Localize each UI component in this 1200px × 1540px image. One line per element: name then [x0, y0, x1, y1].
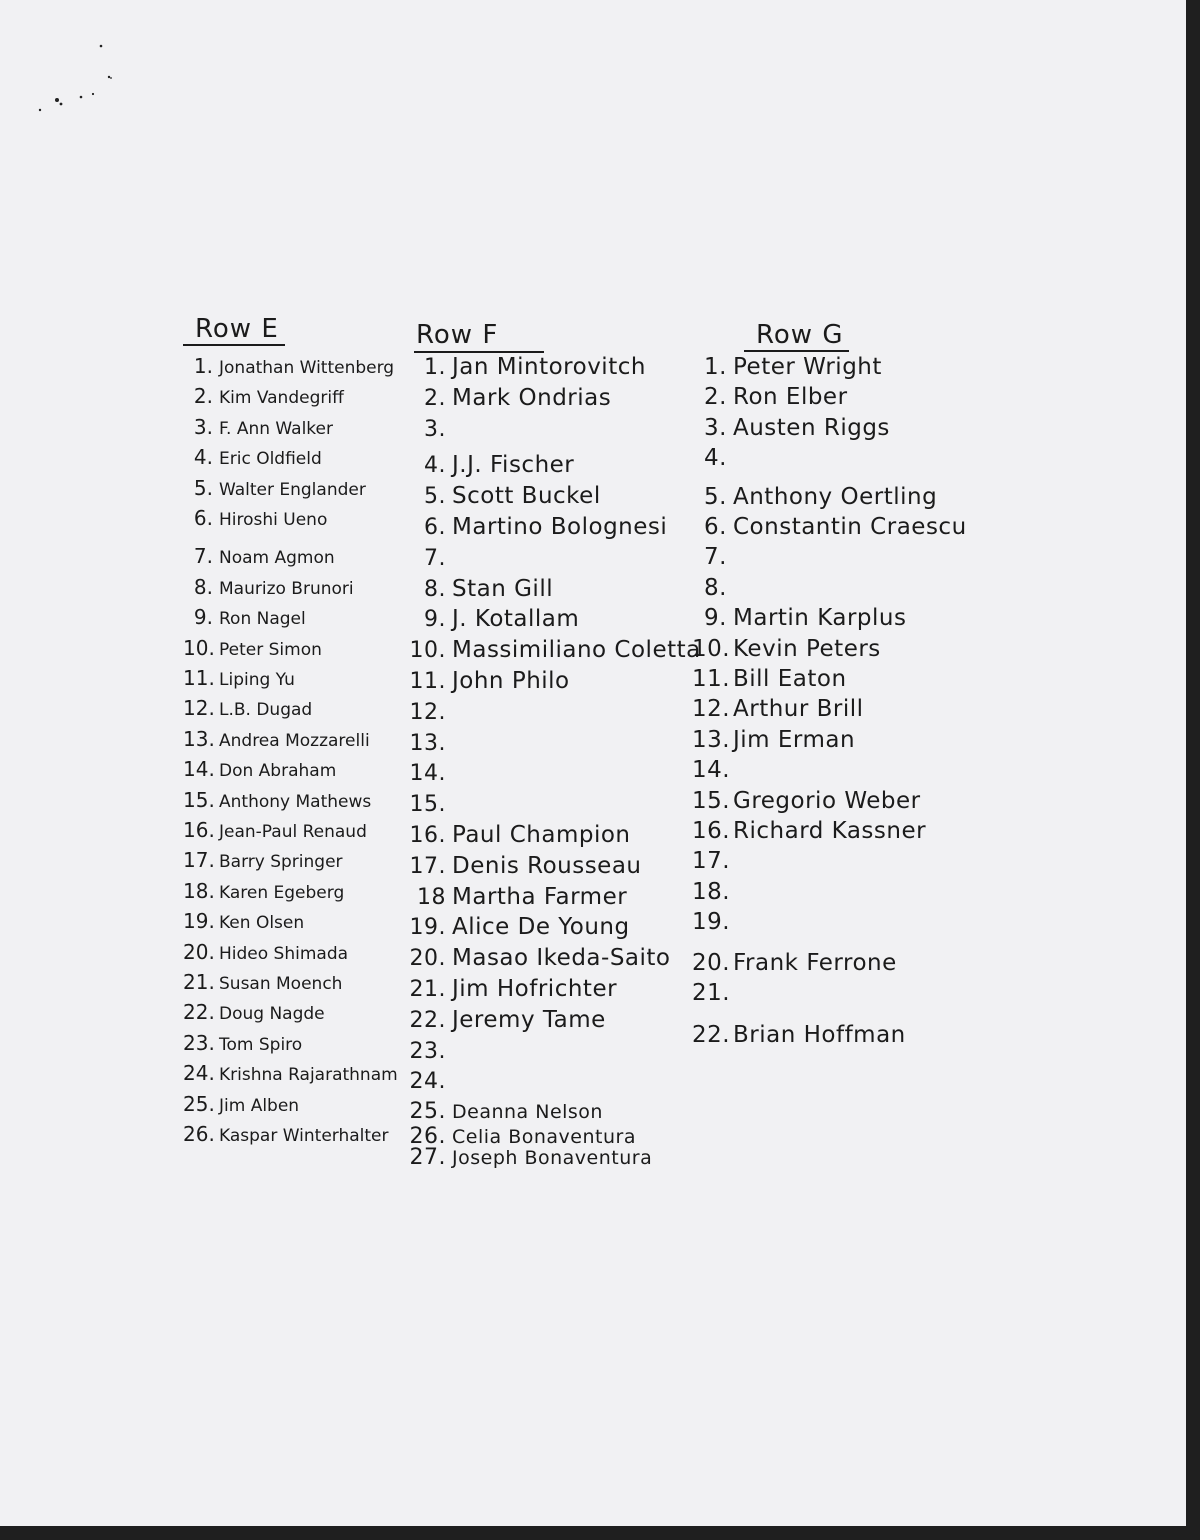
seat-number: 14.: [409, 761, 446, 787]
seat-number: 9.: [193, 605, 213, 630]
row-g-entry: [692, 950, 897, 976]
paper-speck-marks: [30, 38, 130, 118]
seat-number: 20.: [409, 946, 446, 972]
seat-number: 21.: [409, 977, 446, 1002]
attendee-name: Martha Farmer: [452, 883, 628, 910]
seat-number: 15.: [183, 787, 215, 812]
attendee-name: Peter Simon: [219, 639, 322, 660]
attendee-name: Ron Nagel: [219, 609, 306, 630]
row-f-column: [406, 320, 701, 1170]
attendee-name: Doug Nagde: [219, 1004, 325, 1025]
row-g-heading: Row G: [744, 320, 849, 352]
seat-number: 14.: [183, 757, 215, 782]
seat-number: 5.: [193, 475, 213, 500]
seat-number: 7.: [193, 544, 213, 569]
row-f-entry: [406, 1007, 606, 1033]
row-g-entry: [692, 514, 967, 540]
row-e-entry: [183, 940, 348, 964]
attendee-name: Scott Buckel: [452, 483, 601, 510]
seat-number: 5.: [424, 484, 446, 510]
seat-number: 15.: [692, 787, 731, 814]
attendee-name: Martino Bolognesi: [452, 514, 668, 540]
row-f-entry: [406, 1038, 452, 1064]
row-e-entry: [183, 1092, 299, 1116]
seat-number: 6.: [704, 514, 727, 540]
seat-number: 22.: [409, 1007, 446, 1033]
seat-number: 20.: [183, 939, 215, 964]
row-e-entry: [183, 445, 322, 469]
row-e-entry: [183, 506, 327, 530]
seat-number: 12.: [692, 696, 731, 723]
row-f-entry: [406, 730, 452, 756]
row-f-entry: [406, 945, 671, 971]
row-f-entry: [406, 385, 611, 411]
row-e-entry: [183, 788, 371, 812]
row-g-entry: [692, 848, 733, 874]
row-f-entry: [406, 514, 667, 540]
row-e-entry: [183, 476, 366, 500]
attendee-name: Karen Egeberg: [219, 882, 345, 903]
seat-number: 2.: [424, 385, 446, 411]
attendee-name: Jim Hofrichter: [452, 976, 618, 1002]
row-f-entry: [406, 884, 627, 910]
attendee-name: Masao Ikeda-Saito: [452, 945, 671, 972]
attendee-name: Paul Champion: [452, 822, 631, 848]
attendee-name: Mark Ondrias: [452, 384, 612, 411]
seat-number: 17.: [183, 848, 215, 873]
row-e-entry: [183, 696, 312, 720]
attendee-name: F. Ann Walker: [219, 418, 333, 439]
seat-number: 26.: [409, 1124, 446, 1149]
seat-number: 17.: [409, 853, 446, 879]
seat-number: 4.: [424, 453, 446, 479]
row-e-entry: [183, 575, 354, 599]
seat-number: 20.: [692, 949, 731, 976]
attendee-name: Anthony Oertling: [733, 483, 938, 510]
row-f-entry: [406, 699, 452, 725]
attendee-name: Deanna Nelson: [452, 1101, 603, 1124]
row-g-entry: [692, 666, 847, 692]
attendee-name: Barry Springer: [219, 852, 343, 873]
row-g-entry: [692, 445, 733, 471]
seat-number: 6.: [193, 506, 213, 530]
row-g-entry: [692, 980, 733, 1006]
seat-number: 9.: [424, 607, 446, 633]
row-e-entry: [183, 354, 394, 378]
seat-number: 17.: [692, 848, 731, 875]
seat-number: 8.: [704, 574, 727, 601]
row-f-entry: [406, 668, 570, 694]
attendee-name: Brian Hoffman: [733, 1022, 906, 1049]
row-g-entry: [692, 575, 733, 601]
seat-number: 11.: [409, 669, 446, 694]
seat-number: 11.: [692, 666, 731, 692]
row-g-entry: [692, 727, 855, 753]
row-e-entry: [183, 757, 336, 781]
attendee-name: Kaspar Winterhalter: [219, 1126, 389, 1146]
row-g-entry: [692, 484, 937, 510]
row-g-entry: [692, 909, 733, 935]
seat-number: 18.: [692, 878, 731, 905]
row-f-entry: [406, 606, 579, 632]
seat-number: 25.: [183, 1091, 215, 1116]
attendee-name: Stan Gill: [452, 575, 554, 602]
attendee-name: Peter Wright: [733, 354, 882, 380]
attendee-name: John Philo: [452, 668, 570, 694]
attendee-name: Frank Ferrone: [733, 949, 897, 976]
attendee-name: Gregorio Weber: [733, 787, 921, 814]
attendee-name: Maurizo Brunori: [219, 578, 354, 599]
attendee-name: Richard Kassner: [733, 818, 927, 844]
attendee-name: Constantin Craescu: [733, 514, 967, 540]
row-g-entry: [692, 1022, 906, 1048]
row-e-entry: [183, 1122, 389, 1146]
row-g-entry: [692, 384, 848, 410]
row-f-entry: [406, 452, 574, 478]
row-g-entry: [692, 544, 733, 570]
row-g-entry: [692, 415, 890, 441]
row-f-entry: [406, 822, 630, 848]
row-g-entry: [692, 636, 881, 662]
row-g-entry: [692, 818, 926, 844]
row-f-heading-underline: [414, 351, 544, 353]
row-f-entry: [406, 1068, 452, 1094]
seat-number: 13.: [409, 730, 446, 756]
seat-number: 13.: [183, 726, 215, 751]
seat-number: 7.: [704, 544, 727, 571]
attendee-name: Kim Vandegriff: [219, 388, 344, 409]
attendee-name: Anthony Mathews: [219, 791, 372, 812]
seat-number: 3.: [424, 416, 446, 442]
attendee-name: Austen Riggs: [733, 414, 890, 441]
row-g-entry: [692, 757, 733, 783]
attendee-name: Jan Mintorovitch: [452, 354, 646, 380]
row-f-entry: [406, 976, 617, 1002]
seat-number: 19.: [409, 915, 446, 941]
seat-number: 24.: [409, 1069, 446, 1095]
seat-number: 18.: [183, 878, 215, 903]
attendee-name: Krishna Rajarathnam: [219, 1065, 398, 1086]
row-e-entry: [183, 1061, 398, 1085]
seat-number: 25.: [409, 1099, 446, 1125]
seat-number: 19.: [183, 909, 215, 934]
seat-number: 3.: [704, 414, 727, 441]
row-g-entry: [692, 696, 864, 722]
seat-number: 1.: [704, 354, 727, 380]
attendee-name: Hideo Shimada: [219, 943, 349, 964]
seat-number: 4.: [193, 445, 213, 470]
attendee-name: Hiroshi Ueno: [219, 510, 328, 530]
attendee-name: L.B. Dugad: [219, 700, 313, 721]
seat-number: 22.: [692, 1022, 731, 1049]
attendee-name: Susan Moench: [219, 974, 343, 994]
seat-number: 1.: [193, 354, 213, 378]
row-f-entry: [406, 1145, 652, 1170]
seat-number: 22.: [183, 1000, 215, 1025]
attendee-name: Walter Englander: [219, 479, 366, 500]
attendee-name: Liping Yu: [219, 670, 295, 690]
seat-number: 7.: [424, 545, 446, 571]
attendee-name: Eric Oldfield: [219, 449, 322, 470]
seat-number: 13.: [692, 726, 731, 753]
row-e-entry: [183, 1031, 302, 1055]
attendee-name: Jim Alben: [219, 1095, 300, 1116]
attendee-name: Ken Olsen: [219, 913, 305, 934]
row-g-entry: [692, 354, 882, 380]
attendee-name: Jean-Paul Renaud: [219, 822, 367, 842]
row-e-entry: [183, 605, 306, 629]
seat-number: 1.: [424, 355, 446, 380]
row-f-entry: [406, 483, 601, 509]
row-e-entry: [183, 666, 295, 690]
row-f-entry: [406, 1099, 603, 1124]
seat-number: 11.: [183, 666, 215, 690]
seat-number: 10.: [692, 635, 731, 662]
attendee-name: J. Kotallam: [452, 606, 580, 633]
seat-number: 27.: [409, 1144, 446, 1170]
seat-number: 18: [417, 884, 446, 910]
seat-number: 8.: [424, 576, 446, 602]
attendee-name: Andrea Mozzarelli: [219, 730, 370, 751]
row-e-column: [183, 314, 433, 1146]
row-f-heading: Row F: [416, 320, 499, 350]
attendee-name: Noam Agmon: [219, 548, 335, 569]
row-g-entry: [692, 605, 906, 631]
seat-number: 16.: [183, 818, 215, 842]
row-f-entry: [406, 853, 642, 879]
row-f-entry: [406, 791, 452, 817]
seat-number: 2.: [704, 384, 727, 411]
attendee-name: Kevin Peters: [733, 635, 881, 662]
attendee-name: J.J. Fischer: [452, 452, 575, 479]
attendee-name: Celia Bonaventura: [452, 1126, 636, 1148]
row-g-column: [692, 320, 982, 1049]
seat-number: 23.: [183, 1030, 215, 1055]
seat-number: 10.: [409, 638, 446, 664]
seat-number: 26.: [183, 1122, 215, 1146]
attendee-name: Alice De Young: [452, 914, 630, 941]
row-e-entry: [183, 636, 322, 660]
attendee-name: Bill Eaton: [733, 666, 847, 692]
seat-number: 12.: [409, 699, 446, 725]
attendee-name: Tom Spiro: [219, 1034, 303, 1055]
seat-number: 9.: [704, 605, 727, 632]
seat-number: 16.: [692, 818, 731, 844]
seat-number: 4.: [704, 445, 727, 472]
row-e-entry: [183, 818, 367, 842]
row-e-entry: [183, 544, 335, 568]
row-e-entry: [183, 909, 304, 933]
attendee-name: Jim Erman: [733, 726, 856, 753]
seat-number: 15.: [409, 792, 446, 818]
row-e-entry: [183, 879, 344, 903]
attendee-name: Jonathan Wittenberg: [219, 358, 395, 378]
row-e-heading: Row E: [183, 314, 285, 346]
attendee-name: Denis Rousseau: [452, 852, 642, 879]
seat-number: 8.: [193, 574, 213, 599]
attendee-name: Massimiliano Coletta: [452, 637, 701, 664]
attendee-name: Joseph Bonaventura: [452, 1146, 653, 1169]
attendee-name: Jeremy Tame: [452, 1006, 606, 1033]
seat-number: 14.: [692, 757, 731, 784]
row-f-entry: [406, 354, 646, 380]
seat-number: 3.: [193, 414, 213, 439]
row-f-entry: [406, 914, 630, 940]
seat-number: 16.: [409, 823, 446, 848]
attendee-name: Don Abraham: [219, 761, 337, 782]
row-f-entry: [406, 637, 701, 663]
row-f-entry: [406, 576, 553, 602]
row-g-entry: [692, 879, 733, 905]
seat-number: 6.: [424, 515, 446, 540]
row-f-entry: [406, 416, 452, 442]
attendee-name: Martin Karplus: [733, 605, 907, 632]
attendee-name: Arthur Brill: [733, 696, 864, 723]
row-f-entry: [406, 545, 452, 571]
seat-number: 21.: [692, 980, 731, 1006]
seat-number: 12.: [183, 696, 215, 721]
row-e-entry: [183, 848, 343, 872]
row-f-entry: [406, 760, 452, 786]
row-e-entry: [183, 727, 370, 751]
seat-number: 21.: [183, 970, 215, 994]
seat-number: 23.: [409, 1038, 446, 1064]
row-e-entry: [183, 384, 344, 408]
row-g-entry: [692, 788, 921, 814]
seat-number: 10.: [183, 635, 215, 660]
seat-number: 19.: [692, 909, 731, 936]
row-e-entry: [183, 970, 342, 994]
row-e-entry: [183, 1000, 325, 1024]
row-e-entry: [183, 415, 333, 439]
attendee-name: Ron Elber: [733, 384, 848, 411]
seat-number: 2.: [193, 384, 213, 409]
seat-number: 5.: [704, 483, 727, 510]
seat-number: 24.: [183, 1061, 215, 1086]
